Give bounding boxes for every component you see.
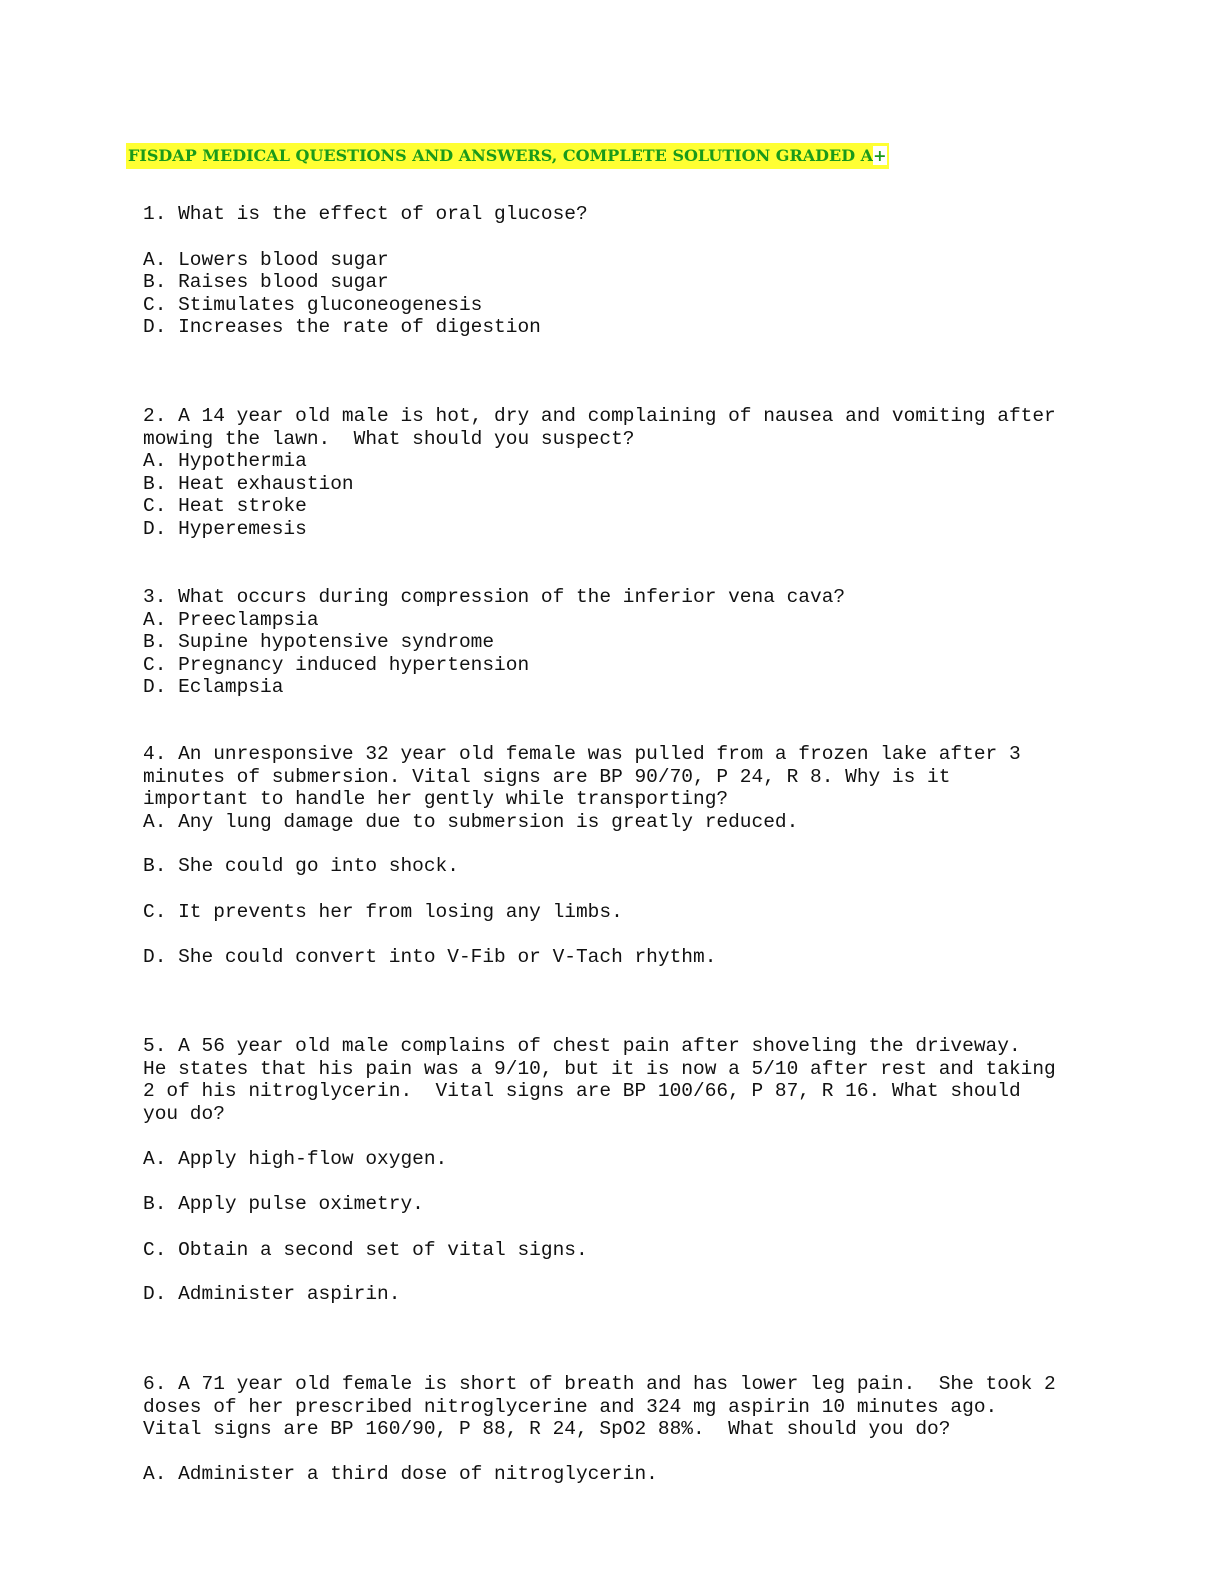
question-stem: mowing the lawn. What should you suspect? <box>143 427 635 450</box>
question-5 <box>143 1035 1083 1306</box>
question-4 <box>143 743 1083 968</box>
question-stem: Vital signs are BP 160/90, P 88, R 24, SpO2 88%. What should you do? <box>143 1418 951 1441</box>
answer-option: B. Heat exhaustion <box>143 472 354 495</box>
answer-option: B. Apply pulse oximetry. <box>143 1192 424 1215</box>
answer-option: D. Administer aspirin. <box>143 1283 401 1306</box>
question-stem: 2. A 14 year old male is hot, dry and complaining of nausea and vomiting after <box>143 405 1056 427</box>
question-stem: minutes of submersion. Vital signs are BP 90/70, P 24, R 8. Why is it <box>143 765 951 788</box>
answer-option: D. Increases the rate of digestion <box>143 316 541 339</box>
answer-option: C. It prevents her from losing any limbs. <box>143 900 623 923</box>
answer-option: B. She could go into shock. <box>143 855 459 878</box>
question-stem: He states that his pain was a 9/10, but it is now a 5/10 after rest and taking <box>143 1057 1056 1080</box>
question-stem: 2 of his nitroglycerin. Vital signs are BP 100/66, P 87, R 16. What should <box>143 1080 1021 1103</box>
answer-option: A. Preeclampsia <box>143 608 319 631</box>
question-2 <box>143 405 1083 541</box>
answer-option: C. Heat stroke <box>143 495 307 518</box>
question-stem: 6. A 71 year old female is short of breath and has lower leg pain. She took 2 <box>143 1373 1056 1395</box>
answer-option: B. Supine hypotensive syndrome <box>143 631 495 654</box>
answer-option: A. Any lung damage due to submersion is greatly reduced. <box>143 810 799 833</box>
question-stem: 1. What is the effect of oral glucose? <box>143 203 588 225</box>
answer-option: D. Hyperemesis <box>143 517 307 540</box>
question-stem: you do? <box>143 1102 225 1125</box>
question-stem: doses of her prescribed nitroglycerine and 324 mg aspirin 10 minutes ago. <box>143 1395 998 1418</box>
question-stem: 4. An unresponsive 32 year old female was pulled from a frozen lake after 3 <box>143 743 1021 765</box>
answer-option: A. Apply high-flow oxygen. <box>143 1148 448 1171</box>
answer-option: D. She could convert into V-Fib or V-Tach rhythm. <box>143 945 717 968</box>
question-stem: 3. What occurs during compression of the inferior vena cava? <box>143 586 846 608</box>
question-stem: important to handle her gently while transporting? <box>143 788 729 811</box>
question-3 <box>143 586 1083 699</box>
answer-option: C. Pregnancy induced hypertension <box>143 653 530 676</box>
answer-option: C. Obtain a second set of vital signs. <box>143 1238 588 1261</box>
question-6 <box>143 1373 1083 1485</box>
question-stem: 5. A 56 year old male complains of chest pain after shoveling the driveway. <box>143 1035 1021 1057</box>
document-title <box>126 143 889 169</box>
answer-option: A. Lowers blood sugar <box>143 248 389 271</box>
answer-option: A. Administer a third dose of nitroglycerin. <box>143 1462 658 1485</box>
answer-option: D. Eclampsia <box>143 676 284 699</box>
answer-option: A. Hypothermia <box>143 450 307 473</box>
answer-option: B. Raises blood sugar <box>143 271 389 294</box>
answer-option: C. Stimulates gluconeogenesis <box>143 293 483 316</box>
document-title-suffix: + <box>873 146 887 165</box>
question-1 <box>143 203 1083 339</box>
document-title-text: FISDAP MEDICAL QUESTIONS AND ANSWERS, COMPLETE SOLUTION GRADED A <box>128 146 874 165</box>
